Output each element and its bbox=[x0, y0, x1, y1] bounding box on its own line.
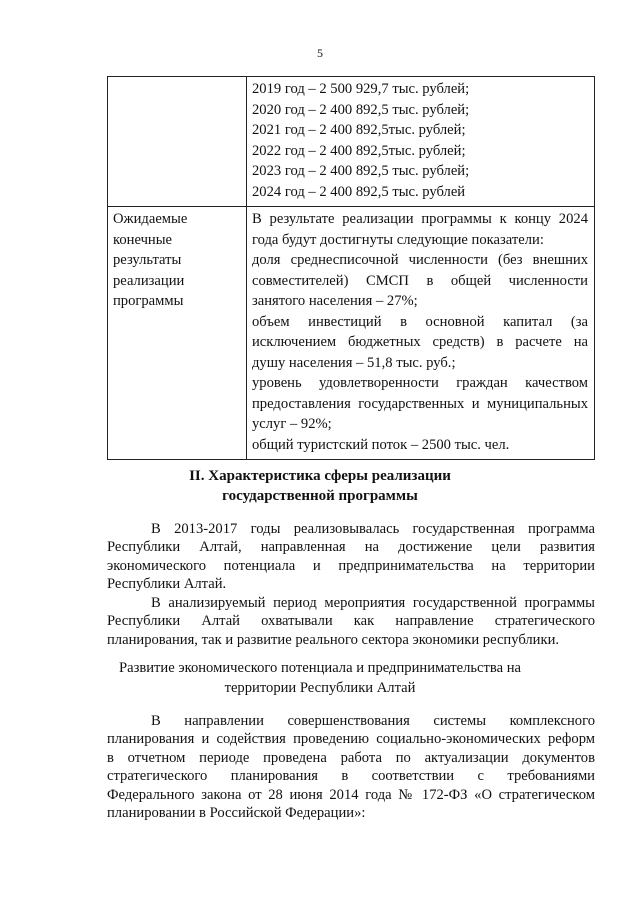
table-cell-expected-results-label bbox=[108, 207, 247, 460]
paragraph-line: Республики Алтай. bbox=[107, 576, 227, 593]
funding-year-line: 2023 год – 2 400 892,5 тыс. рублей; bbox=[252, 163, 470, 179]
paragraph-line: Республики Алтай охватывали как направление стратегического bbox=[107, 613, 595, 630]
paragraph-line: Федерального закона от 28 июня 2014 года № 172-ФЗ «О стратегическом bbox=[107, 786, 595, 803]
section-heading bbox=[0, 466, 640, 506]
paragraph-line: планирования, так и развитие реального сектора экономики республики. bbox=[107, 631, 560, 648]
section-heading-line: II. Характеристика сферы реализации bbox=[189, 468, 451, 484]
result-text-line: общий туристский поток – 2500 тыс. чел. bbox=[252, 436, 510, 453]
label-line: результаты bbox=[113, 252, 182, 268]
paragraph-line: планирования и содействия проведению социально-экономических реформ bbox=[107, 731, 595, 748]
table-cell-funding-by-year bbox=[247, 77, 595, 207]
result-text-line: совместителей) СМСП в общей численности bbox=[252, 272, 588, 289]
table-row-funding bbox=[108, 77, 595, 207]
result-text-line: услуг – 92%; bbox=[252, 416, 332, 432]
label-line: реализации bbox=[113, 272, 185, 289]
paragraph-line: В анализируемый период мероприятия государственной программы bbox=[151, 595, 595, 611]
paragraph-line: планировании в Российской Федерации»: bbox=[107, 805, 366, 822]
paragraph-line: Республики Алтай, направленная на достижение цели развития bbox=[107, 539, 595, 556]
result-text-line: доля среднесписочной численности (без внешних bbox=[252, 252, 588, 268]
result-text-line: душу населения – 51,8 тыс. руб.; bbox=[252, 354, 456, 371]
funding-year-line: 2020 год – 2 400 892,5 тыс. рублей; bbox=[252, 101, 470, 118]
subsection-heading-line: Развитие экономического потенциала и предпринимательства на bbox=[118, 660, 522, 676]
result-text-line: объем инвестиций в основной капитал (за bbox=[252, 313, 588, 330]
paragraph-program-history bbox=[107, 520, 595, 594]
table-cell-label-empty bbox=[108, 77, 247, 207]
paragraph-program-scope bbox=[107, 594, 595, 649]
funding-year-line: 2024 год – 2 400 892,5 тыс. рублей bbox=[252, 183, 466, 200]
result-text-line: уровень удовлетворенности граждан качеством bbox=[252, 375, 588, 391]
result-text-line: В результате реализации программы к концу 2024 bbox=[252, 211, 588, 227]
table-cell-expected-results-text bbox=[247, 207, 595, 460]
label-line: конечные bbox=[113, 231, 173, 248]
result-text-line: предоставления государственных и муниципальных bbox=[252, 395, 588, 412]
paragraph-strategic-planning bbox=[107, 712, 595, 822]
result-text-line: исключением бюджетных средств) в расчете на bbox=[252, 334, 588, 350]
page-number: 5 bbox=[317, 46, 323, 60]
paragraph-line: стратегического планирования в соответствии с требованиями bbox=[107, 768, 595, 785]
funding-year-line: 2021 год – 2 400 892,5тыс. рублей; bbox=[252, 122, 466, 138]
paragraph-line: В 2013-2017 годы реализовывалась государственная программа bbox=[151, 521, 595, 537]
subsection-heading bbox=[0, 658, 640, 698]
result-text-line: занятого населения – 27%; bbox=[252, 293, 418, 309]
funding-year-line: 2022 год – 2 400 892,5тыс. рублей; bbox=[252, 142, 466, 159]
result-text-line: года будут достигнуты следующие показатели: bbox=[252, 231, 544, 248]
paragraph-line: в отчетном периоде проведена работа по актуализации документов bbox=[107, 749, 595, 766]
table-row-expected-results bbox=[108, 207, 595, 460]
subsection-heading-line: территории Республики Алтай bbox=[224, 680, 416, 696]
program-passport-table bbox=[107, 76, 595, 460]
paragraph-line: В направлении совершенствования системы комплексного bbox=[151, 713, 595, 729]
label-line: Ожидаемые bbox=[113, 211, 188, 227]
funding-year-line: 2019 год – 2 500 929,7 тыс. рублей; bbox=[252, 81, 470, 97]
paragraph-line: экономического потенциала и предпринимательства на территории bbox=[107, 557, 595, 574]
label-line: программы bbox=[113, 293, 184, 309]
section-heading-line: государственной программы bbox=[222, 488, 418, 504]
